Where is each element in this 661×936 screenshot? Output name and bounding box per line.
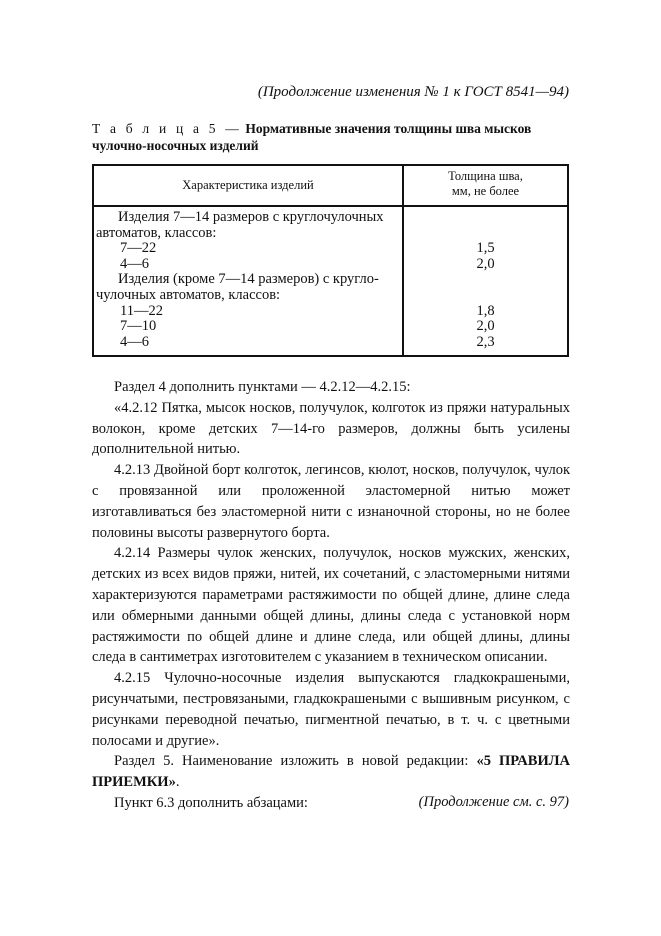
table-characteristic-column — [96, 210, 398, 350]
table-row-label: 4—6 — [120, 255, 149, 272]
table-row-value: 1,5 — [476, 240, 495, 257]
section5-prefix: Раздел 5. Наименование изложить в новой редакции: — [114, 753, 477, 770]
table-caption-prefix: Т а б л и ц а 5 — — [92, 121, 242, 136]
table-thickness-column — [404, 210, 567, 350]
table-row-label: 7—22 — [120, 240, 157, 257]
table-row-value — [404, 210, 567, 226]
table-row-label: 11—22 — [120, 302, 163, 319]
table-row-value: 2,0 — [476, 255, 495, 272]
paragraph-section4: Раздел 4 дополнить пунктами — 4.2.12—4.2.15: — [114, 379, 411, 395]
table-header-characteristic: Характеристика изделий — [182, 178, 314, 192]
continuation-footer: (Продолжение см. с. 97) — [418, 794, 569, 810]
table-row-value: 2,3 — [476, 333, 495, 350]
table-row-value: 1,8 — [476, 302, 495, 319]
table-header-thickness-line1: Толщина шва, — [448, 169, 523, 183]
paragraph-4-2-12: «4.2.12 Пятка, мысок носков, получулок, колготок из пряжи натуральных волокон, кроме детских 7—14-го размеров, должны быть усилены дополнительной нитью. — [92, 399, 570, 458]
body-text — [92, 377, 570, 814]
paragraph-item-6-3: Пункт 6.3 дополнить абзацами: — [114, 794, 308, 811]
table-row-value — [404, 288, 567, 304]
table-row-label: чулочных автоматов, классов: — [96, 286, 281, 303]
paragraph-4-2-14: 4.2.14 Размеры чулок женских, получулок, носков мужских, женских, детских из всех видов пряжи, нитей, их сочетаний, с эластомерными нитями характеризуются параметрами растяжимости по общей длине, длине следа или обмерными данными общей длины, длины следа с установкой норм растяжимости по общей длине и длине следа, или общей длины, длины следа в сантиметрах изготовителем с указанием в техническом описании. — [92, 545, 570, 666]
table-row-value: 2,0 — [476, 318, 495, 335]
table-row-label: Изделия (кроме 7—14 размеров) с кругло- — [118, 271, 379, 288]
table-caption-title: Нормативные значения толщины шва мысков чулочно-носочных изделий — [92, 121, 532, 153]
paragraph-section5 — [92, 751, 570, 793]
thickness-table — [92, 164, 569, 357]
paragraph-4-2-13: 4.2.13 Двойной борт колготок, легинсов, кюлот, носков, получулок, чулок с провязанной или проложенной эластомерной нитью может изготавливаться без эластомерной нити с изнаночной стороны, но не более половины высоты развернутого борта. — [92, 462, 570, 541]
table-header-thickness-line2: мм, не более — [451, 184, 520, 198]
table-header-thickness — [404, 169, 567, 199]
table-caption — [92, 120, 570, 154]
table-row-value — [404, 226, 567, 242]
table-row-value — [404, 272, 567, 288]
table-header-divider — [94, 205, 567, 207]
table-row-label: Изделия 7—14 размеров с круглочулочных — [118, 209, 384, 225]
table-row-label: 7—10 — [120, 318, 157, 335]
table-row-label: 4—6 — [120, 333, 149, 350]
paragraph-4-2-15: 4.2.15 Чулочно-носочные изделия выпускаются гладкокрашеными, рисунчатыми, пестровязаными, гладкокрашеными с вышивным рисунком, с рисунками переводной печатью, пигментной печатью, в т. ч. с цветными полосами и другие». — [92, 670, 570, 749]
section5-new-title: «5 ПРАВИЛА ПРИЕМКИ» — [92, 753, 570, 791]
section5-suffix: . — [175, 774, 180, 791]
table-row-label: автоматов, классов: — [96, 224, 217, 241]
continuation-header: (Продолжение изменения № 1 к ГОСТ 8541—94) — [257, 84, 569, 100]
